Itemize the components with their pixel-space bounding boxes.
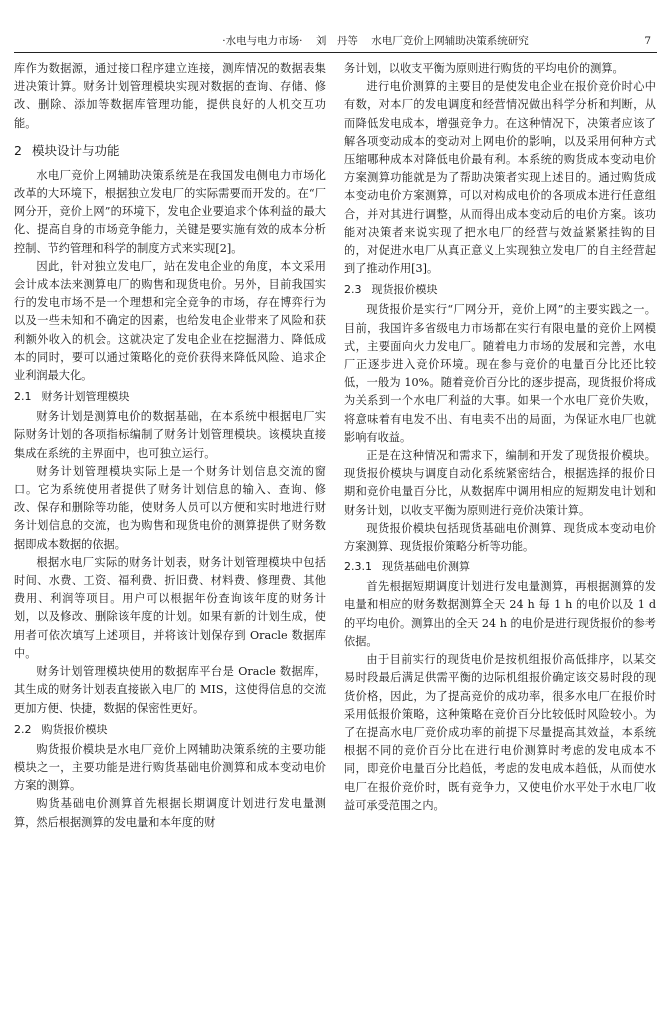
right-column (344, 60, 656, 1009)
paragraph: 务计划，以收支平衡为原则进行购货的平均电价的测算。 (344, 62, 624, 75)
subsection-heading: 2.2 购货报价模块 (14, 722, 108, 736)
subsection-heading: 2.3 现货报价模块 (344, 283, 438, 297)
subsection-heading: 2.1 财务计划管理模块 (14, 390, 130, 404)
paragraph: 购货报价模块是水电厂竞价上网辅助决策系统的主要功能模块之一，主要功能是进行购货基础电价测算和成本变动电价方案的测算。 (14, 742, 326, 793)
body-columns (14, 60, 657, 1009)
paragraph: 库作为数据源，通过接口程序建立连接，测库情况的数据表集进决策计算。财务计划管理模块实现对数据的查询、存储、修改、删除、添加等数据库管理功能，提供良好的人机交互功能。 (14, 62, 326, 130)
page-number: 7 (644, 35, 651, 47)
header-title: 水电厂竞价上网辅助决策系统研究 (371, 35, 529, 47)
header-authors: 刘 丹等 (315, 35, 358, 47)
paragraph: 正是在这种情况和需求下，编制和开发了现货报价模块。现货报价模块与调度自动化系统紧密结合，根据选择的报价日期和竞价电量百分比，从数据库中调用相应的短期发电计划和财务计划，以收支平衡为原则进行竞价决策计算。 (344, 449, 656, 517)
subsubsection-heading: 2.3.1 现货基础电价测算 (344, 560, 470, 574)
paragraph: 购货基础电价测算首先根据长期调度计划进行发电量测算，然后根据测算的发电量和本年度的财 (14, 797, 326, 829)
left-column (14, 60, 326, 1009)
paragraph: 现货报价是实行“厂网分开，竞价上网”的主要实践之一。目前，我国许多省级电力市场都在实行有限电量的竞价上网模式，主要面向火力发电厂。随着电力市场的发展和完善，水电厂正逐步进入竞价环境。现在参与竞价的电量百分比还比较低，一般为 10%。随着竞价百分比的逐步提高，现货报价将成为关系到一个水电厂利益的大事。如果一个水电厂竞价失败，将意味着有电发不出、有电卖不出的局面，为保证水电厂也就影响有收益。 (344, 303, 656, 444)
paragraph: 首先根据短期调度计划进行发电量测算，再根据测算的发电量和相应的财务数据测算全天 24 h 每 1 h 的电价以及 1 d 的平均电价。测算出的全天 24 h 的电价是进行现货报价的参考依据。 (344, 580, 656, 648)
paragraph: 由于目前实行的现货电价是按机组报价高低排序，以某交易时段最后满足供需平衡的边际机组报价确定该交易时段的现货价格，因此，为了提高竞价的成功率，很多水电厂在报价时采用低报价策略，这种策略在竞价百分比较低时风险较小。为了在提高水电厂竞价成功率的前提下尽量提高其效益，本系统根据不同的竞价百分比在进行电价测算时考虑的发电成本不同，即竞价电量百分比趋低，考虑的发电成本趋低，从而使水电厂在报价竞价时，既有竞争力，又使电价水平处于水电厂收益可承受范围之内。 (344, 653, 656, 812)
paragraph: 因此，针对独立发电厂，站在发电企业的角度，本文采用会计成本法来测算电厂的购售和现货电价。另外，目前我国实行的发电市场不是一个理想和完全竞争的市场，存在博弈行为以及一些未知和不确定的因素，也给发电企业带来了风险和获利额外收入的机会。这就决定了发电企业在挖掘潜力、降低成本的同时，要可以通过策略化的竞价获得来降低风险、追求企业利润最大化。 (14, 259, 326, 383)
section-heading: 2 模块设计与功能 (14, 142, 120, 158)
paragraph: 财务计划管理模块使用的数据库平台是 Oracle 数据库，其生成的财务计划表直接嵌入电厂的 MIS，这使得信息的交流更加方便、快捷，数据的保密性更好。 (14, 665, 326, 715)
paragraph: 现货报价模块包括现货基础电价测算、现货成本变动电价方案测算、现货报价策略分析等功能。 (344, 521, 656, 554)
header-text (134, 30, 617, 52)
journal-name: ·水电与电力市场· (222, 35, 303, 47)
running-header (14, 30, 657, 53)
paragraph: 根据水电厂实际的财务计划表，财务计划管理模块中包括时间、水费、工资、福利费、折旧费、材料费、修理费、其他费用、利润等项目。用户可以根据年份查询该年度的财务计划，以及修改、删除该年度的计划。如果有新的计划生成，使用者可依次填写上述项目，并将该计划保存到 Oracle 数据库中。 (14, 555, 326, 660)
paragraph: 进行电价测算的主要目的是使发电企业在报价竞价时心中有数，对本厂的发电调度和经营情况做出科学分析和判断，从而降低发电成本，增强竞争力。在这种情况下，决策者应该了解各项变动成本的变动对上网电价的影响，以及采用何种方式压缩哪种成本对降低电价最有利。本系统的购货成本变动电价方案测算功能就是为了帮助决策者实现上述目的。通过购货成本变动电价方案测算，可以对构成电价的各项成本进行任意组合，并对其进行调整，从而得出成本变动后的电价方案。该功能对决策者来说实现了把水电厂的经营与效益紧紧挂钩的目的，对促进水电厂从真正意义上实现独立发电厂的自主经营起到了推动作用[3]。 (344, 80, 656, 276)
paragraph: 财务计划管理模块实际上是一个财务计划信息交流的窗口。它为系统使用者提供了财务计划信息的输入、查询、修改、保存和删除等功能，使财务人员可以方便和实时地进行财务计划信息的交流，也为购售和现货电价的测算提供了财务数据即成本数据的依据。 (14, 464, 326, 551)
paragraph: 水电厂竞价上网辅助决策系统是在我国发电侧电力市场化改革的大环境下，根据独立发电厂的实际需要而开发的。在“厂网分开，竞价上网”的环境下，发电企业要追求个体利益的最大化、提高自身的市场竞争能力，关键是要实施有效的成本分析控制、节约管理和科学的制度方式来实现[2]。 (14, 168, 326, 255)
paragraph: 财务计划是测算电价的数据基础，在本系统中根据电厂实际财务计划的各项指标编制了财务计划管理模块。该模块直接集成在系统的主界面中，也可独立运行。 (14, 410, 326, 460)
